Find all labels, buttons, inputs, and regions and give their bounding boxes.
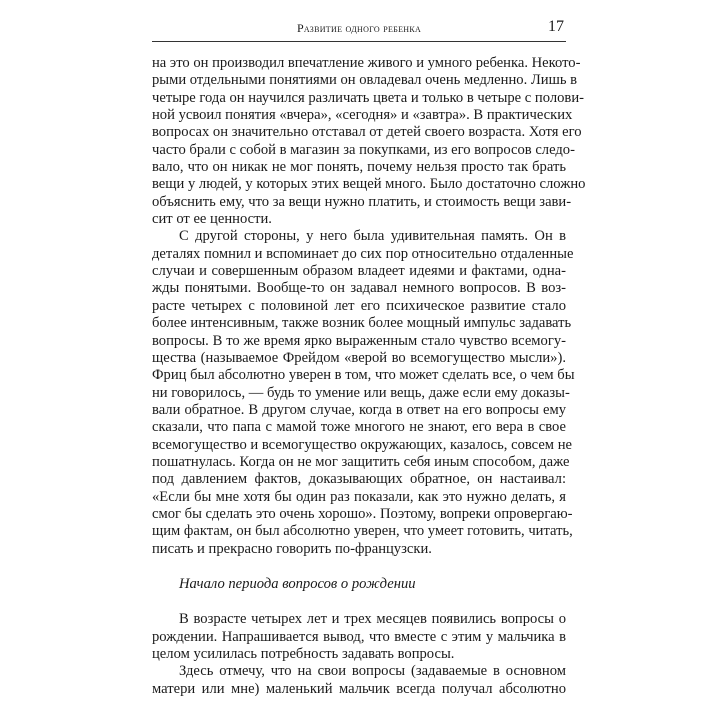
text-line: жды понятыми. Вообще-то он задавал немного вопросов. В воз- xyxy=(152,280,566,297)
running-title: Развитие одного ребенка xyxy=(296,21,422,35)
text-line: вали обратное. В другом случае, когда в ответ на его вопросы ему xyxy=(152,401,566,418)
text-line: пошатнулась. Когда он не мог защитить себя иным способом, даже xyxy=(152,453,570,470)
text-line: щества (называемое Фрейдом «верой во всемогущество мысли»). xyxy=(152,349,566,366)
text-line: смог бы сделать это очень хорошо». Поэтому, вопреки опровергаю- xyxy=(152,505,573,522)
text-line: С другой стороны, у него была удивительная память. Он в xyxy=(179,228,566,245)
text-line: матери или мне) маленький мальчик всегда получал абсолютно xyxy=(152,680,566,697)
text-line: вало, что он никак не мог понять, почему нельзя просто так брать xyxy=(152,159,566,176)
text-line: вопросы. В то же время ярко выраженным стало чувство всемогу- xyxy=(152,332,566,349)
text-line: вопросах он значительно отставал от детей своего возраста. Хотя его xyxy=(152,124,582,141)
text-line: рождении. Напрашивается вывод, что вместе с этим у мальчика в xyxy=(152,628,566,645)
text-line: всемогущество и всемогущество окружающих, казалось, совсем не xyxy=(152,436,572,453)
running-header xyxy=(152,16,566,42)
paragraph xyxy=(152,611,566,663)
text-line: расте четырех с половиной лет его психическое развитие стало xyxy=(152,297,566,314)
page-number: 17 xyxy=(548,18,564,35)
text-line: под давлением фактов, доказывающих обратное, он настаивал: xyxy=(152,471,566,488)
text-line: Здесь отмечу, что на свои вопросы (задаваемые в основном xyxy=(179,663,566,680)
text-line: часто брали с собой в магазин за покупками, из его вопросов следо- xyxy=(152,141,575,158)
paragraph xyxy=(152,663,566,698)
text-line: целом усилилась потребность задавать вопросы. xyxy=(152,646,455,662)
text-line: щим фактам, он был абсолютно уверен, что умеет готовить, читать, xyxy=(152,523,573,540)
text-line: сит от ее ценности. xyxy=(152,211,272,228)
text-line: «Если бы мне хотя бы один раз показали, как это нужно делать, я xyxy=(152,488,566,505)
text-line: случаи и совершенным образом владеет идеями и фактами, одна- xyxy=(152,263,566,280)
text-line: рыми отдельными понятиями он овладевал очень медленно. Лишь в xyxy=(152,72,578,89)
text-line: Фриц был абсолютно уверен в том, что может сделать все, о чем бы xyxy=(152,367,575,384)
text-line: ной усвоил понятия «вчера», «сегодня» и «завтра». В практических xyxy=(152,107,573,124)
text-line: писать и прекрасно говорить по-французски. xyxy=(152,540,432,557)
text-line: более интенсивным, также возник более мощный импульс задавать xyxy=(152,315,572,332)
text-line: объяснить ему, что за вещи нужно платить, и стоимость вещи зави- xyxy=(152,193,572,210)
text-line: деталях помнил и вспоминает до сих пор относительно отдаленные xyxy=(152,245,574,262)
paragraph xyxy=(152,228,575,558)
paragraph xyxy=(152,55,586,228)
text-line: вещи у людей, у которых этих вещей много. Было достаточно сложно xyxy=(152,176,586,193)
text-line: четыре года он научился различать цвета и только в четыре с полови- xyxy=(152,89,584,106)
section-heading: Начало периода вопросов о рождении xyxy=(179,575,416,592)
text-line: сказали, что папа с мамой тоже многого не знают, его вера в свое xyxy=(152,419,566,436)
page-body xyxy=(152,55,586,698)
text-line: ни говорилось, — будь то умение или вещь, даже если ему доказы- xyxy=(152,384,570,401)
text-line: на это он производил впечатление живого и умного ребенка. Некото- xyxy=(152,55,581,71)
text-line: В возрасте четырех лет и трех месяцев появились вопросы о xyxy=(179,611,566,628)
